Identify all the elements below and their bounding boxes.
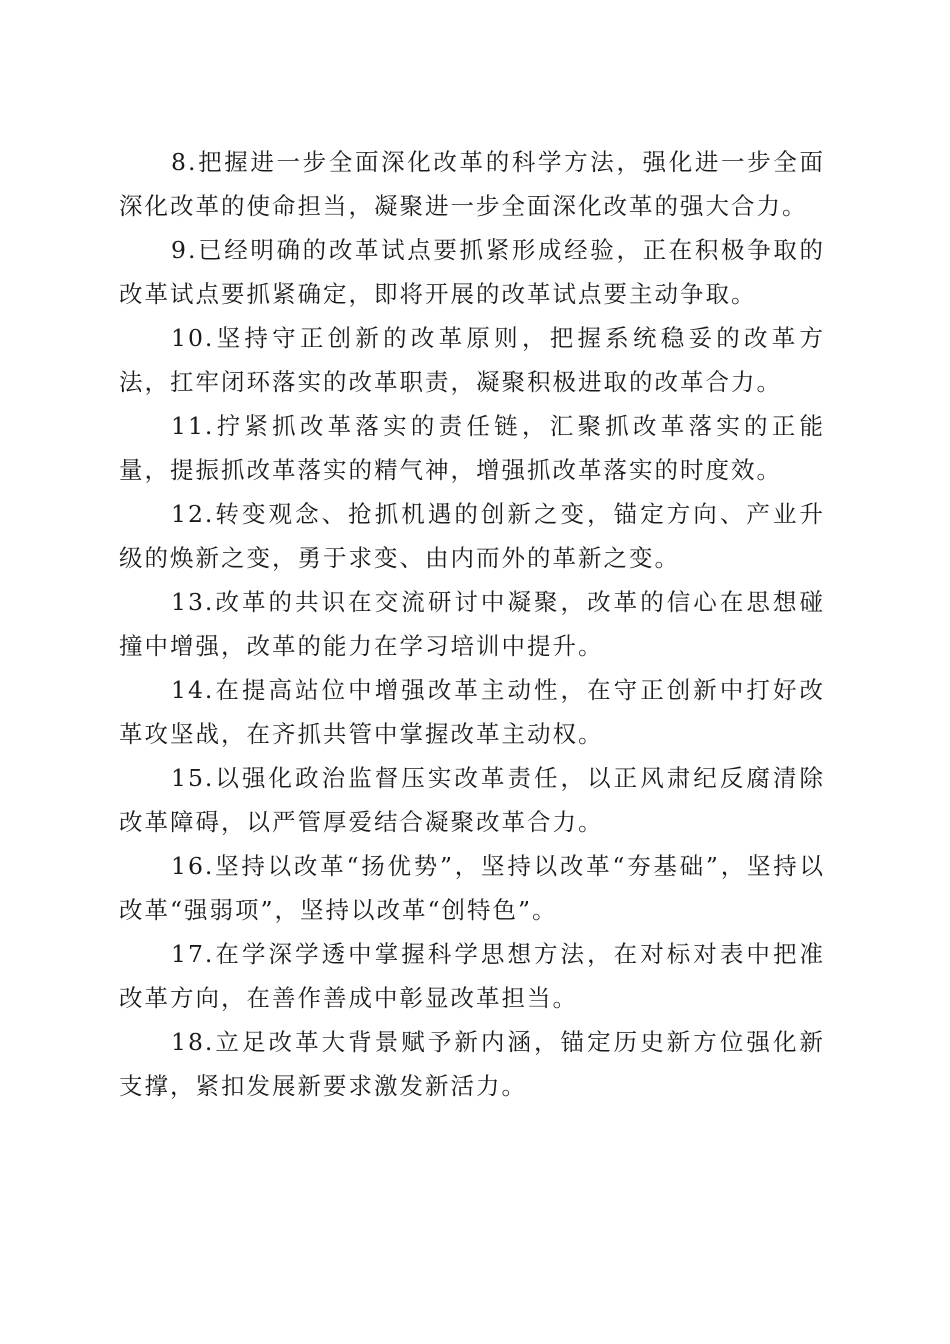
paragraph-13: 13.改革的共识在交流研讨中凝聚，改革的信心在思想碰撞中增强，改革的能力在学习培训中提升。 [119,588,825,660]
paragraph-15: 15.以强化政治监督压实改革责任，以正风肃纪反腐清除改革障碍，以严管厚爱结合凝聚改革合力。 [119,764,825,836]
document-body [119,140,825,1108]
paragraph-8: 8.把握进一步全面深化改革的科学方法，强化进一步全面深化改革的使命担当，凝聚进一步全面深化改革的强大合力。 [119,148,825,220]
paragraph-18: 18.立足改革大背景赋予新内涵，锚定历史新方位强化新支撑，紧扣发展新要求激发新活力。 [119,1028,825,1100]
paragraph-10: 10.坚持守正创新的改革原则，把握系统稳妥的改革方法，扛牢闭环落实的改革职责，凝聚积极进取的改革合力。 [119,324,825,396]
paragraph-11: 11.拧紧抓改革落实的责任链，汇聚抓改革落实的正能量，提振抓改革落实的精气神，增强抓改革落实的时度效。 [119,412,825,484]
paragraph-12: 12.转变观念、抢抓机遇的创新之变，锚定方向、产业升级的焕新之变，勇于求变、由内而外的革新之变。 [119,500,825,572]
paragraph-14: 14.在提高站位中增强改革主动性，在守正创新中打好改革攻坚战，在齐抓共管中掌握改革主动权。 [119,676,825,748]
paragraph-17: 17.在学深学透中掌握科学思想方法，在对标对表中把准改革方向，在善作善成中彰显改革担当。 [119,940,825,1012]
paragraph-9: 9.已经明确的改革试点要抓紧形成经验，正在积极争取的改革试点要抓紧确定，即将开展的改革试点要主动争取。 [119,236,825,308]
paragraph-16: 16.坚持以改革“扬优势”，坚持以改革“夯基础”，坚持以改革“强弱项”，坚持以改革“创特色”。 [119,852,825,924]
